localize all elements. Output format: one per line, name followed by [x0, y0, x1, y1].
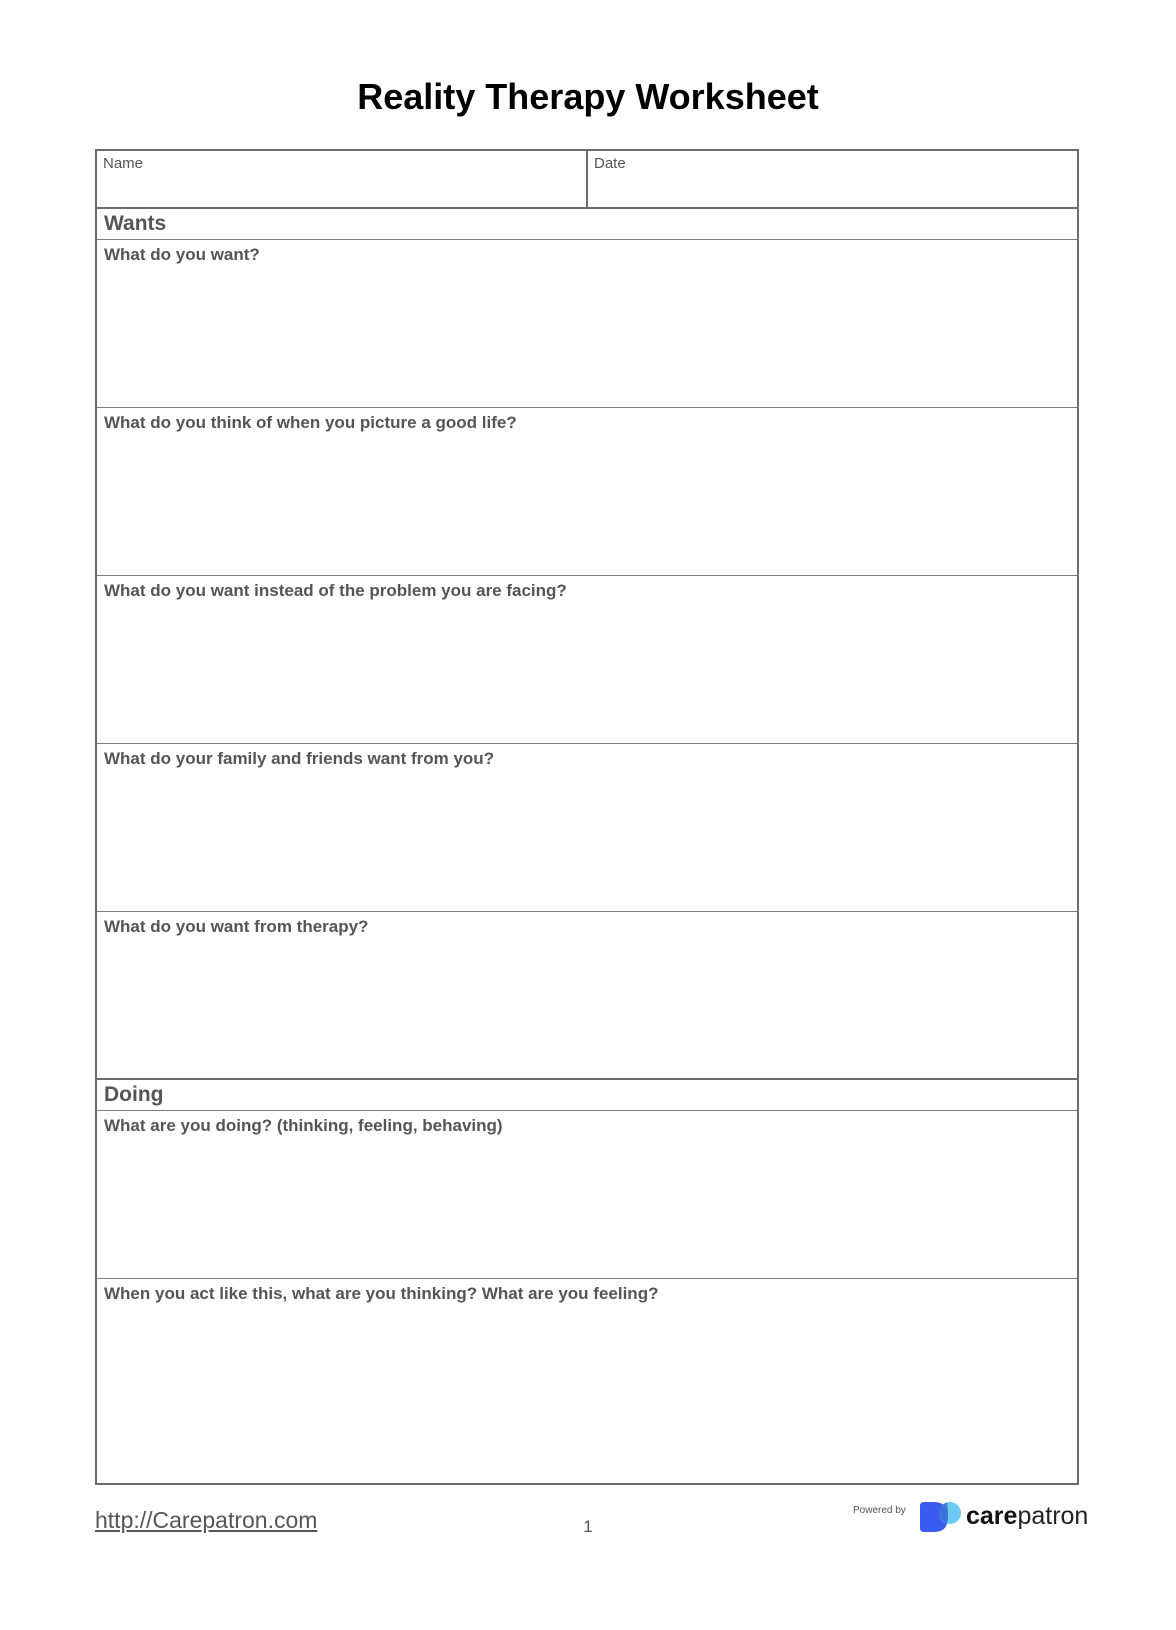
name-date-row: [97, 151, 1077, 209]
question-field[interactable]: [97, 240, 1077, 408]
question-label: What do you want?: [104, 245, 260, 264]
question-label: What do you want instead of the problem you are facing?: [104, 581, 567, 600]
question-label: When you act like this, what are you thinking? What are you feeling?: [104, 1284, 659, 1303]
page-number: 1: [583, 1517, 593, 1536]
question-label: What are you doing? (thinking, feeling, behaving): [104, 1116, 503, 1135]
question-label: What do you think of when you picture a good life?: [104, 413, 517, 432]
question-label: What do you want from therapy?: [104, 917, 369, 936]
question-field[interactable]: [97, 1279, 1077, 1483]
date-field[interactable]: [588, 151, 1077, 207]
date-label: Date: [594, 155, 626, 172]
question-field[interactable]: [97, 1111, 1077, 1279]
carepatron-logo-icon: [916, 1500, 966, 1534]
carepatron-brand: [966, 1502, 1088, 1531]
name-field[interactable]: [97, 151, 588, 207]
brand-bold: care: [966, 1502, 1018, 1530]
question-field[interactable]: [97, 408, 1077, 576]
name-label: Name: [103, 155, 144, 172]
worksheet-title: Reality Therapy Worksheet: [357, 76, 819, 117]
section-heading-wants: Wants: [97, 209, 1077, 240]
section-heading-doing: Doing: [97, 1080, 1077, 1111]
worksheet-form: [95, 149, 1079, 1485]
powered-by-label: Powered by: [853, 1505, 906, 1516]
brand-rest: patron: [1017, 1502, 1089, 1530]
question-field[interactable]: [97, 576, 1077, 744]
question-label: What do your family and friends want from you?: [104, 749, 495, 768]
carepatron-link[interactable]: http://Carepatron.com: [95, 1507, 318, 1533]
question-field[interactable]: [97, 912, 1077, 1080]
question-field[interactable]: [97, 744, 1077, 912]
